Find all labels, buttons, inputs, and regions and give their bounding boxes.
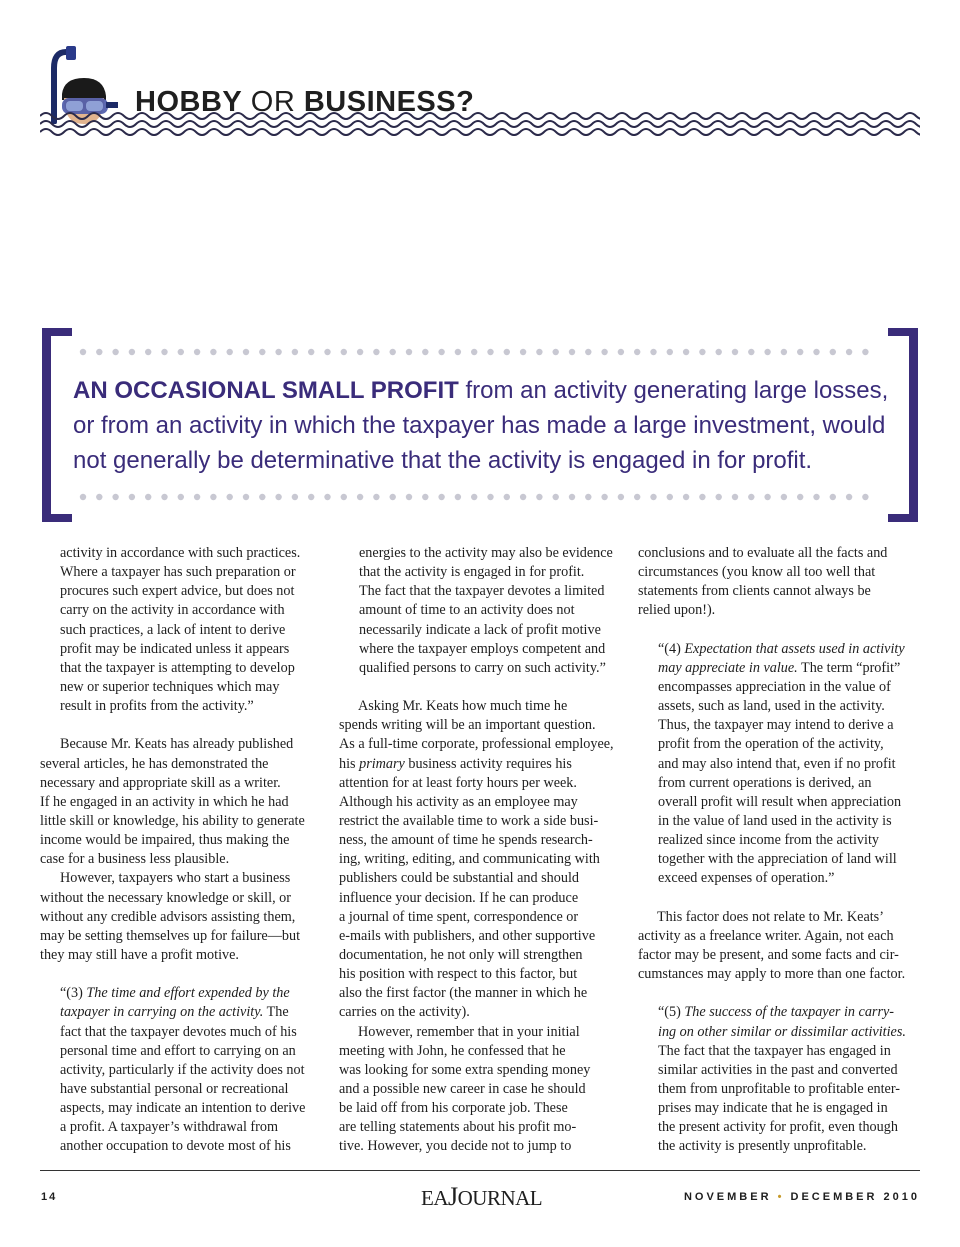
text-line: little skill or knowledge, his ability to generate — [40, 812, 305, 829]
text-line: another occupation to devote most of his — [60, 1138, 291, 1155]
text-line: taxpayer in carrying on the activity. The — [60, 1004, 289, 1021]
text-line: The fact that the taxpayer devotes a limited — [359, 583, 605, 600]
text-line: conclusions and to evaluate all the facts and — [638, 545, 888, 561]
text-line: activity as a freelance writer. Again, not each — [638, 927, 894, 944]
text-line: the activity is presently unprofitable. — [658, 1138, 867, 1155]
text-line: factor may be present, and some facts and cir- — [638, 946, 899, 963]
text-line: exceed expenses of operation.” — [658, 870, 835, 887]
text-line: However, remember that in your initial — [358, 1023, 580, 1040]
text-line: activity in accordance with such practices. — [60, 545, 301, 561]
text-line: cumstances may apply to more than one factor. — [638, 966, 906, 983]
title-word-hobby: HOBBY — [135, 86, 243, 118]
title-word-or: OR — [250, 86, 296, 118]
body-column-2 — [339, 544, 623, 1157]
text-line: was looking for some extra spending money — [339, 1061, 591, 1078]
pull-quote-lead: AN OCCASIONAL SMALL PROFIT — [73, 377, 459, 404]
text-line: energies to the activity may also be evidence — [359, 545, 613, 561]
text-line: relied upon!). — [638, 602, 716, 619]
text-line: and a possible new career in case he should — [339, 1080, 586, 1097]
text-line: his position with respect to this factor, but — [339, 966, 578, 983]
text-line: Thus, the taxpayer may intend to derive a — [658, 717, 894, 734]
text-line: publishers could be substantial and should — [339, 870, 579, 887]
text-line: amount of time to an activity does not — [359, 602, 575, 619]
text-line: profit may be indicated unless it appears — [60, 640, 290, 657]
title-word-business: BUSINESS? — [303, 86, 475, 118]
pull-quote — [40, 328, 920, 522]
text-line: e-mails with publishers, and other supportive — [339, 927, 596, 944]
text-line: new or superior techniques which may — [60, 678, 280, 695]
text-line: encompasses appreciation in the value of — [658, 678, 891, 695]
text-line: Asking Mr. Keats how much time he — [358, 698, 568, 715]
text-line: without the necessary knowledge or skill, or — [40, 889, 291, 906]
body-column-3 — [638, 544, 920, 1157]
text-line: several articles, he has demonstrated the — [40, 755, 269, 772]
text-line: and may also intend that, even if no profit — [658, 755, 896, 772]
dotted-divider-bottom — [78, 492, 882, 502]
text-line: similar activities in the past and converted — [658, 1061, 898, 1078]
text-line: statements from clients cannot always be — [638, 583, 871, 600]
pull-quote-text — [73, 373, 893, 478]
text-line: “(5) The success of the taxpayer in carry- — [658, 1004, 894, 1021]
text-line: case for a business less plausible. — [40, 851, 230, 868]
text-line: spends writing will be an important question. — [339, 717, 596, 734]
text-line: “(4) Expectation that assets used in activity — [658, 640, 905, 657]
left-bracket — [42, 328, 72, 522]
text-line: without any credible advisors assisting them, — [40, 908, 296, 925]
text-line: tive. However, you decide not to jump to — [339, 1138, 572, 1155]
text-line: may be setting themselves up for failure—but — [40, 927, 301, 944]
text-line: necessarily indicate a lack of profit motive — [359, 621, 601, 638]
text-line: be laid off from his corporate job. These — [339, 1100, 568, 1117]
text-line: overall profit will result when appreciation — [658, 793, 902, 810]
paragraph-gap — [638, 984, 920, 1003]
text-line: personal time and effort to carrying on an — [60, 1042, 296, 1059]
text-line: ing on other similar or dissimilar activities. — [658, 1023, 906, 1040]
text-line: carry on the activity in accordance with — [60, 602, 285, 619]
text-line: circumstances (you know all too well that — [638, 564, 876, 581]
page-number: 14 — [41, 1191, 58, 1203]
text-line: profit from the operation of the activity, — [658, 736, 884, 753]
text-line: a profit. A taxpayer’s withdrawal from — [60, 1119, 279, 1136]
text-line: his primary business activity requires his — [339, 755, 572, 772]
paragraph-gap — [339, 678, 623, 697]
text-line: fact that the taxpayer devotes much of his — [60, 1023, 297, 1040]
paragraph-gap — [638, 889, 920, 908]
text-line: they may still have a profit motive. — [40, 946, 239, 963]
text-line: procures such expert advice, but does not — [60, 583, 295, 600]
footer-rule — [40, 1170, 920, 1171]
text-line: result in profits from the activity.” — [60, 698, 254, 715]
text-line: If he engaged in an activity in which he had — [40, 793, 289, 810]
text-line: in the value of land used in the activity is — [658, 812, 892, 829]
text-line: ing, writing, editing, and communicating with — [339, 851, 600, 868]
text-line: Where a taxpayer has such preparation or — [60, 564, 296, 581]
text-line: have substantial personal or recreational — [60, 1080, 289, 1097]
text-line: documentation, he not only will strengthen — [339, 946, 583, 963]
paragraph-gap — [40, 716, 322, 735]
text-line: ness, the amount of time he spends research- — [339, 832, 593, 849]
text-line: aspects, may indicate an intention to derive — [60, 1100, 306, 1117]
text-line: This factor does not relate to Mr. Keats’ — [657, 908, 884, 925]
bullet-separator: • — [777, 1191, 785, 1203]
text-line: are telling statements about his profit mo- — [339, 1119, 577, 1136]
text-line: them from unprofitable to profitable enter- — [658, 1080, 900, 1097]
text-line: may appreciate in value. The term “profit” — [658, 659, 901, 676]
paragraph-gap — [40, 965, 322, 984]
text-line: together with the appreciation of land will — [658, 851, 897, 868]
text-line: where the taxpayer employs competent and — [359, 640, 606, 657]
text-line: necessary and appropriate skill as a writer. — [40, 774, 281, 791]
text-line: assets, such as land, used in the activity. — [658, 698, 885, 715]
text-line: The fact that the taxpayer has engaged in — [658, 1042, 891, 1059]
text-line: realized since income from the activity — [658, 832, 879, 849]
text-line: qualified persons to carry on such activity.” — [359, 659, 606, 676]
text-line: As a full-time corporate, professional employee, — [339, 736, 614, 753]
pull-quote-line: AN OCCASIONAL SMALL PROFIT from an activity generating large losses, — [73, 377, 889, 404]
text-line: attention for at least forty hours per week. — [339, 774, 577, 791]
pull-quote-line: not generally be determinative that the activity is engaged in for profit. — [73, 447, 813, 474]
text-line: However, taxpayers who start a business — [60, 870, 291, 887]
text-line: meeting with John, he confessed that he — [339, 1042, 566, 1059]
text-line: that the taxpayer is attempting to develop — [60, 659, 295, 676]
text-line: also the first factor (the manner in which he — [339, 985, 588, 1002]
text-line: Although his activity as an employee may — [339, 793, 578, 810]
issue-date: NOVEMBER • DECEMBER 2010 — [683, 1191, 920, 1203]
pull-quote-line: or from an activity in which the taxpayer has made a large investment, would — [73, 412, 886, 439]
text-line: a journal of time spent, correspondence or — [339, 908, 579, 925]
article-header — [0, 0, 960, 140]
dotted-divider-top — [78, 347, 882, 357]
text-line: the present activity for profit, even though — [658, 1119, 898, 1136]
body-column-1 — [40, 544, 322, 1157]
text-line: carries on the activity). — [339, 1004, 470, 1021]
text-line: influence your decision. If he can produce — [339, 889, 579, 906]
text-line: Because Mr. Keats has already published — [60, 736, 294, 753]
text-line: activity, particularly if the activity does not — [60, 1061, 305, 1078]
ea-journal-logo: EAJOURNAL — [421, 1182, 543, 1211]
text-line: restrict the available time to work a side busi- — [339, 812, 599, 829]
wave-divider — [40, 108, 920, 136]
text-line: “(3) The time and effort expended by the — [60, 985, 290, 1002]
text-line: that the activity is engaged in for profit. — [359, 564, 585, 581]
text-line: such practices, a lack of intent to derive — [60, 621, 286, 638]
text-line: income would be impaired, thus making the — [40, 832, 290, 849]
text-line: from current operations is derived, an — [658, 774, 872, 791]
paragraph-gap — [638, 621, 920, 640]
text-line: prises may indicate that he is engaged in — [658, 1100, 888, 1117]
